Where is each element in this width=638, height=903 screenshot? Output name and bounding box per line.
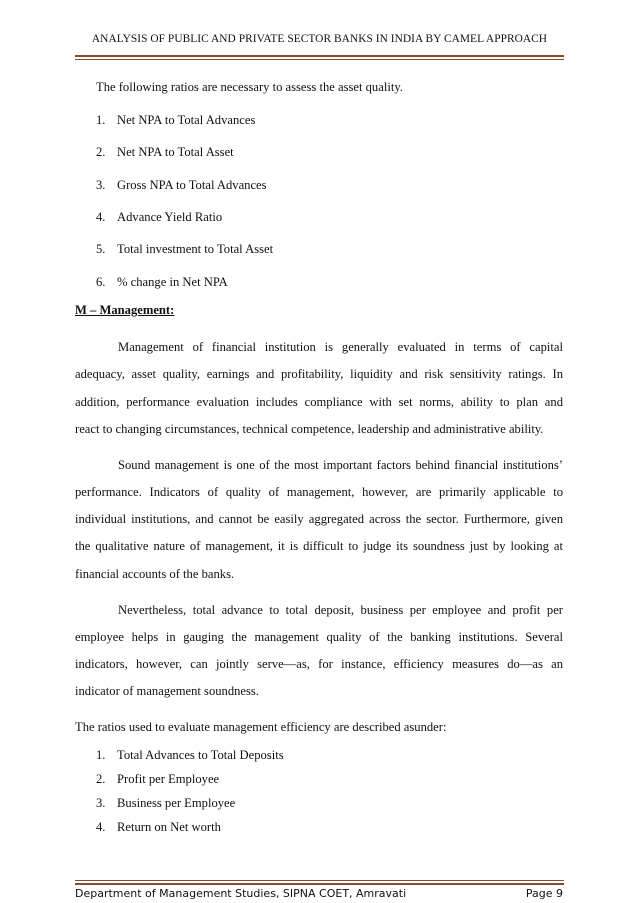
ratios-intro: The ratios used to evaluate management efficiency are described asunder: xyxy=(75,720,447,734)
list-item-number: 4. xyxy=(96,210,106,224)
paragraph-line: react to changing circumstances, technical competence, leadership and administrative ability. xyxy=(75,422,544,436)
footer-rule-thick xyxy=(75,883,564,885)
header-rule-thin xyxy=(75,59,564,60)
list-item-number: 6. xyxy=(96,275,106,289)
list-item-text: Total investment to Total Asset xyxy=(117,242,274,256)
paragraph-line: financial accounts of the banks. xyxy=(75,567,235,581)
header-rule-thick xyxy=(75,55,564,57)
list-item-number: 5. xyxy=(96,242,106,256)
paragraph-line: indicators, however, can jointly serve—as, for instance, efficiency measures do—as an xyxy=(75,657,563,671)
list-item-text: Total Advances to Total Deposits xyxy=(117,748,284,762)
paragraph-line: the qualitative nature of management, it is difficult to judge its soundness just by looking at xyxy=(75,539,563,553)
paragraph-line: employee helps in gauging the management quality of the banking institutions. Several xyxy=(75,630,563,644)
list-item-number: 2. xyxy=(96,772,106,786)
list-item-text: Net NPA to Total Asset xyxy=(117,145,234,159)
asset-quality-intro: The following ratios are necessary to assess the asset quality. xyxy=(96,80,403,94)
paragraph-line: Sound management is one of the most important factors behind financial institutions’ xyxy=(118,458,563,472)
footer-department: Department of Management Studies, SIPNA COET, Amravati xyxy=(75,887,407,900)
list-item-text: Advance Yield Ratio xyxy=(117,210,223,224)
list-item-number: 3. xyxy=(96,796,106,810)
paragraph-line: addition, performance evaluation includes compliance with set norms, ability to plan and xyxy=(75,395,563,409)
paragraph-line: performance. Indicators of quality of management, however, are primarily applicable to xyxy=(75,485,563,499)
footer-rule-thin xyxy=(75,880,564,881)
paragraph-line: Management of financial institution is generally evaluated in terms of capital xyxy=(118,340,563,354)
list-item-text: % change in Net NPA xyxy=(117,275,228,289)
footer-page-number: Page 9 xyxy=(525,887,563,900)
list-item-text: Profit per Employee xyxy=(117,772,220,786)
list-item-text: Gross NPA to Total Advances xyxy=(117,178,267,192)
list-item-text: Return on Net worth xyxy=(117,820,221,834)
list-item-number: 2. xyxy=(96,145,106,159)
paragraph-line: individual institutions, and cannot be easily aggregated across the sector. Furthermore, given xyxy=(75,512,563,526)
paragraph-line: adequacy, asset quality, earnings and profitability, liquidity and risk sensitivity ratings. In xyxy=(75,367,563,381)
paragraph-line: Nevertheless, total advance to total deposit, business per employee and profit per xyxy=(118,603,563,617)
management-heading: M – Management: xyxy=(75,303,175,317)
list-item-number: 1. xyxy=(96,113,106,127)
list-item-number: 3. xyxy=(96,178,106,192)
list-item-text: Net NPA to Total Advances xyxy=(117,113,256,127)
list-item-text: Business per Employee xyxy=(117,796,236,810)
header-title: ANALYSIS OF PUBLIC AND PRIVATE SECTOR BANKS IN INDIA BY CAMEL APPROACH xyxy=(91,33,548,45)
list-item-number: 1. xyxy=(96,748,106,762)
paragraph-line: indicator of management soundness. xyxy=(75,684,259,698)
list-item-number: 4. xyxy=(96,820,106,834)
